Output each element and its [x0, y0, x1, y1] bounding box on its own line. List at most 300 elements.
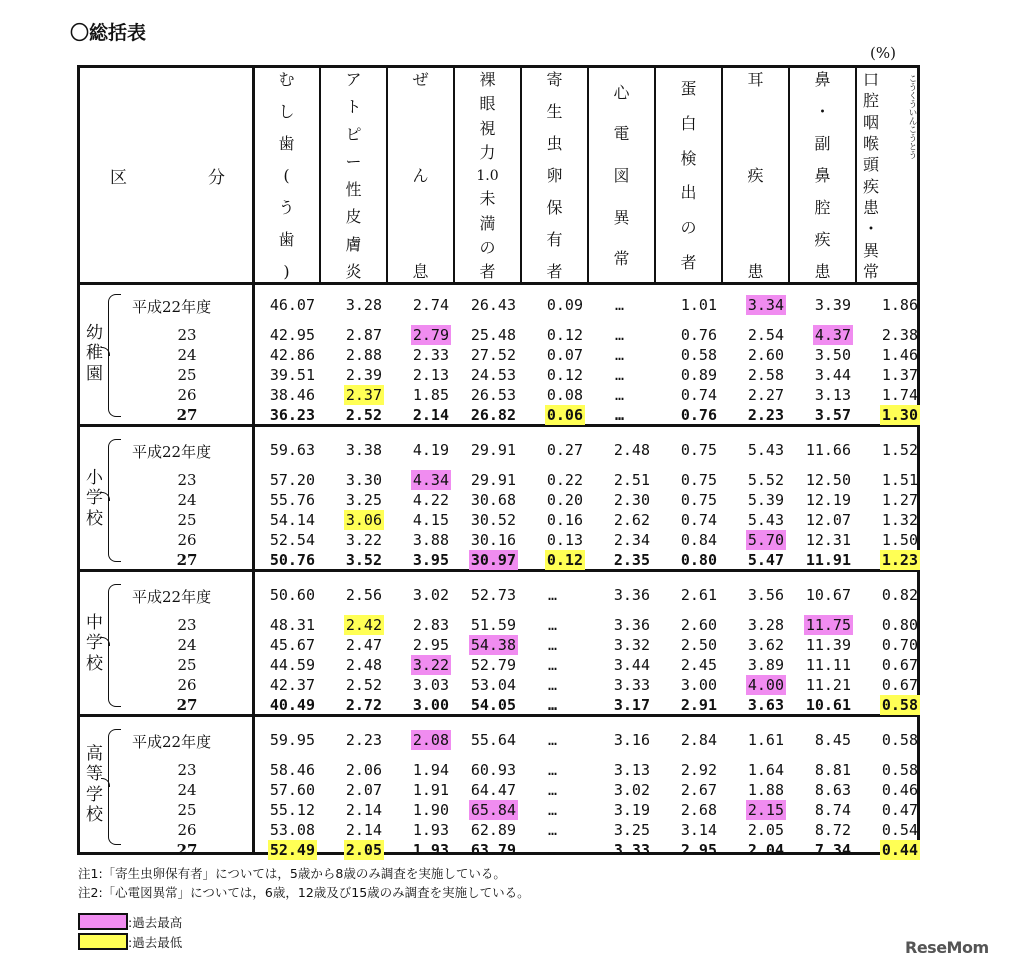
cell-value: 2.34	[613, 531, 650, 549]
table-cell	[788, 656, 855, 674]
cell-value: 2.04	[747, 841, 784, 859]
table-cell	[319, 326, 386, 344]
school-type-char: 幼	[86, 323, 103, 343]
column-header-char: 眼	[479, 94, 496, 114]
cell-value: 2.58	[747, 366, 784, 384]
cell-value: 2.14	[345, 801, 382, 819]
cell-value: 40.49	[269, 696, 315, 714]
cell-value: 2.60	[747, 346, 784, 364]
table-cell	[386, 511, 453, 529]
table-cell	[587, 326, 654, 344]
column-header	[855, 68, 922, 282]
table-cell	[788, 586, 855, 604]
cell-value: 3.50	[814, 346, 851, 364]
cell-value: 2.47	[345, 636, 382, 654]
cell-value: 26.43	[470, 296, 516, 314]
table-cell	[855, 296, 922, 314]
cell-value: 0.75	[680, 491, 717, 509]
cell-value: 1.52	[881, 441, 918, 459]
unit-label: (%)	[870, 44, 896, 62]
column-header-char: 耳	[747, 70, 764, 89]
column-header-char: 息	[412, 262, 429, 281]
table-cell	[721, 326, 788, 344]
cell-value: 8.45	[814, 731, 851, 749]
table-cell	[855, 551, 922, 569]
column-header-char: 患	[747, 262, 764, 281]
column-header-char: 疾	[814, 230, 831, 249]
table-cell	[587, 841, 654, 859]
cell-value-record-high: 5.70	[747, 531, 784, 549]
bracket	[108, 584, 121, 707]
table-cell	[855, 761, 922, 779]
table-cell	[319, 586, 386, 604]
table-cell	[520, 781, 587, 799]
table-cell	[654, 511, 721, 529]
table-cell	[721, 441, 788, 459]
cell-value: 12.50	[805, 471, 851, 489]
table-cell	[252, 471, 319, 489]
cell-value: 3.22	[345, 531, 382, 549]
cell-value: 0.22	[546, 471, 583, 489]
cell-value: 3.25	[345, 491, 382, 509]
cell-value: 55.12	[269, 801, 315, 819]
cell-value-record-high: 2.08	[412, 731, 449, 749]
table-cell	[319, 471, 386, 489]
table-cell	[453, 781, 520, 799]
school-type-char: 小	[86, 468, 103, 488]
table-cell	[788, 296, 855, 314]
cell-value-record-high: 3.22	[412, 656, 449, 674]
table-cell	[386, 586, 453, 604]
cell-value-record-low: 0.06	[546, 406, 583, 424]
table-cell	[855, 406, 922, 424]
cell-value: 1.91	[412, 781, 449, 799]
table-cell	[386, 441, 453, 459]
cell-value: 2.07	[345, 781, 382, 799]
table-cell	[654, 801, 721, 819]
table-cell	[252, 326, 319, 344]
cell-value: 0.27	[546, 441, 583, 459]
table-cell	[453, 471, 520, 489]
cell-value: 3.00	[412, 696, 449, 714]
column-header-char: 炎	[345, 261, 362, 281]
cell-value: 0.80	[881, 616, 918, 634]
table-cell	[252, 296, 319, 314]
kubun-char: 区	[110, 168, 127, 188]
kubun-char: 分	[208, 168, 225, 188]
cell-value: 3.14	[680, 821, 717, 839]
row-label: 24	[177, 636, 197, 654]
column-header-char: 腔	[814, 198, 831, 217]
column-header-char: 蛋	[680, 79, 697, 99]
table-cell	[520, 676, 587, 694]
table-cell	[252, 801, 319, 819]
table-cell	[252, 386, 319, 404]
table-cell	[319, 656, 386, 674]
cell-value: 1.86	[881, 296, 918, 314]
table-cell	[587, 636, 654, 654]
table-cell	[855, 441, 922, 459]
cell-value: 3.62	[747, 636, 784, 654]
row-label: 27	[176, 551, 198, 569]
table-cell	[386, 406, 453, 424]
cell-value: 11.91	[805, 551, 851, 569]
table-cell	[520, 551, 587, 569]
table-cell	[587, 491, 654, 509]
table-cell	[520, 761, 587, 779]
cell-value: 2.14	[412, 406, 449, 424]
cell-value: 0.12	[546, 366, 583, 384]
table-cell	[252, 656, 319, 674]
cell-value: 3.44	[613, 656, 650, 674]
column-header	[252, 68, 319, 282]
cell-value: …	[547, 781, 558, 799]
column-header-char: 歯	[278, 230, 295, 249]
table-cell	[855, 386, 922, 404]
row-label: 26	[177, 531, 197, 549]
table-header	[80, 68, 917, 285]
column-header-char: 有	[546, 230, 563, 249]
table-cell	[721, 841, 788, 859]
legend-swatch-min	[78, 933, 128, 950]
cell-value-record-low: 2.05	[345, 841, 382, 859]
cell-value-record-high: 65.84	[470, 801, 516, 819]
cell-value: 3.25	[613, 821, 650, 839]
table-cell	[386, 696, 453, 714]
cell-value: 1.50	[881, 531, 918, 549]
cell-value: 50.76	[269, 551, 315, 569]
cell-value: …	[614, 326, 625, 344]
column-header-char: 鼻	[814, 166, 831, 185]
cell-value: 3.17	[613, 696, 650, 714]
cell-value: 2.74	[412, 296, 449, 314]
table-cell	[453, 491, 520, 509]
table-cell	[788, 326, 855, 344]
cell-value: 5.39	[747, 491, 784, 509]
cell-value: 2.60	[680, 616, 717, 634]
cell-value: 0.70	[881, 636, 918, 654]
cell-value: 1.32	[881, 511, 918, 529]
row-label: 平成22年度	[132, 443, 212, 461]
cell-value: 24.53	[470, 366, 516, 384]
cell-value: 52.79	[470, 656, 516, 674]
cell-value-record-low: 2.37	[345, 386, 382, 404]
bracket	[108, 729, 121, 845]
cell-value: 12.07	[805, 511, 851, 529]
table-cell	[520, 406, 587, 424]
cell-value-record-low: 1.23	[881, 551, 918, 569]
table-cell	[319, 841, 386, 859]
row-label: 25	[177, 656, 197, 674]
cell-value: 0.89	[680, 366, 717, 384]
cell-value: 27.52	[470, 346, 516, 364]
cell-value: 57.60	[269, 781, 315, 799]
cell-value: 0.16	[546, 511, 583, 529]
cell-value: …	[547, 841, 558, 859]
column-header-char: 検	[680, 148, 697, 168]
cell-value: 2.23	[345, 731, 382, 749]
cell-value: 8.72	[814, 821, 851, 839]
cell-value: 39.51	[269, 366, 315, 384]
table-cell	[654, 386, 721, 404]
table-cell	[654, 636, 721, 654]
column-header-char: 電	[613, 124, 630, 144]
column-header-char: 歯	[278, 134, 295, 153]
cell-value: 25.48	[470, 326, 516, 344]
column-header-char: 保	[546, 198, 563, 217]
cell-value: 2.51	[613, 471, 650, 489]
cell-value: 3.57	[814, 406, 851, 424]
cell-value: …	[547, 696, 558, 714]
table-cell	[721, 551, 788, 569]
footnote-2: 注2:「心電図異常」については，6歳，12歳及び15歳のみ調査を実施している。	[78, 885, 530, 900]
table-cell	[252, 636, 319, 654]
row-label: 24	[177, 781, 197, 799]
table-cell	[855, 346, 922, 364]
cell-value: 3.28	[345, 296, 382, 314]
table-cell	[721, 656, 788, 674]
table-cell	[721, 296, 788, 314]
table-cell	[788, 406, 855, 424]
column-header-char: の	[479, 237, 496, 257]
table-cell	[319, 696, 386, 714]
table-cell	[721, 821, 788, 839]
table-cell	[721, 346, 788, 364]
table-cell	[855, 326, 922, 344]
cell-value: 12.31	[805, 531, 851, 549]
table-cell	[453, 296, 520, 314]
column-header-char: 未	[479, 189, 496, 209]
table-cell	[654, 616, 721, 634]
table-cell	[252, 511, 319, 529]
table-cell	[319, 296, 386, 314]
table-cell	[386, 386, 453, 404]
table-cell	[319, 551, 386, 569]
cell-value: 0.08	[546, 386, 583, 404]
table-cell	[587, 346, 654, 364]
table-cell	[386, 801, 453, 819]
cell-value: 44.59	[269, 656, 315, 674]
table-cell	[319, 511, 386, 529]
cell-value: 0.46	[881, 781, 918, 799]
table-cell	[252, 841, 319, 859]
table-cell	[587, 761, 654, 779]
cell-value: 53.04	[470, 676, 516, 694]
table-cell	[252, 761, 319, 779]
table-cell	[520, 531, 587, 549]
table-cell	[520, 841, 587, 859]
cell-value: …	[614, 296, 625, 314]
table-cell	[587, 471, 654, 489]
cell-value: 2.52	[345, 406, 382, 424]
cell-value: 5.43	[747, 511, 784, 529]
cell-value: 2.35	[613, 551, 650, 569]
cell-value: 2.06	[345, 761, 382, 779]
cell-value: 2.05	[747, 821, 784, 839]
table-cell	[654, 656, 721, 674]
bracket	[108, 294, 121, 417]
cell-value: 3.38	[345, 441, 382, 459]
school-type-char: 校	[86, 508, 103, 529]
column-header-char: 1.0	[476, 168, 499, 184]
column-header-char: 者	[479, 262, 496, 281]
table-cell	[453, 761, 520, 779]
table-cell	[654, 696, 721, 714]
cell-value-record-low: 3.06	[345, 511, 382, 529]
table-cell	[788, 781, 855, 799]
column-header-char: 虫	[546, 134, 563, 153]
cell-value: 2.91	[680, 696, 717, 714]
column-header-char: 膚	[345, 234, 362, 254]
column-header	[453, 68, 520, 282]
column-header-char: 心	[613, 82, 630, 102]
table-section	[80, 572, 917, 717]
cell-value: 63.79	[470, 841, 516, 859]
row-label: 25	[177, 511, 197, 529]
table-cell	[855, 586, 922, 604]
cell-value: 3.88	[412, 531, 449, 549]
table-cell	[788, 441, 855, 459]
column-header-char: 喉	[863, 133, 880, 153]
cell-value: 26.53	[470, 386, 516, 404]
table-cell	[520, 386, 587, 404]
column-header-char: ・	[814, 102, 831, 121]
cell-value: …	[547, 636, 558, 654]
cell-value: 30.52	[470, 511, 516, 529]
table-cell	[587, 386, 654, 404]
table-cell	[855, 676, 922, 694]
table-cell	[453, 366, 520, 384]
footnote-1: 注1:「寄生虫卵保有者」については，5歳から8歳のみ調査を実施している。	[78, 866, 506, 881]
column-header-char: 副	[814, 134, 831, 153]
table-cell	[654, 676, 721, 694]
table-cell	[319, 636, 386, 654]
table-cell	[319, 676, 386, 694]
cell-value: 2.56	[345, 586, 382, 604]
table-cell	[520, 616, 587, 634]
table-section	[80, 427, 917, 572]
table-cell	[453, 531, 520, 549]
row-label: 23	[177, 471, 197, 489]
school-type-char: 校	[86, 805, 103, 826]
table-cell	[721, 406, 788, 424]
table-cell	[587, 696, 654, 714]
column-header-char: ア	[345, 70, 362, 89]
table-section	[80, 717, 918, 859]
table-cell	[855, 656, 922, 674]
table-cell	[453, 821, 520, 839]
row-label: 24	[177, 491, 197, 509]
table-cell	[520, 656, 587, 674]
table-cell	[252, 551, 319, 569]
table-cell	[855, 731, 922, 749]
column-header-char: 腔	[863, 91, 880, 111]
school-type-char: 中	[86, 613, 103, 633]
column-header	[788, 68, 855, 282]
cell-value: 0.75	[680, 441, 717, 459]
table-cell	[788, 841, 855, 859]
cell-value: 1.88	[747, 781, 784, 799]
row-label: 26	[177, 676, 197, 694]
table-cell	[654, 731, 721, 749]
table-cell	[319, 781, 386, 799]
table-cell	[788, 731, 855, 749]
cell-value: 1.37	[881, 366, 918, 384]
table-cell	[855, 531, 922, 549]
table-cell	[721, 511, 788, 529]
table-cell	[520, 636, 587, 654]
cell-value: 30.68	[470, 491, 516, 509]
table-cell	[721, 761, 788, 779]
column-header-char: む	[278, 70, 295, 89]
table-cell	[453, 326, 520, 344]
cell-value: 5.47	[747, 551, 784, 569]
cell-value: 57.20	[269, 471, 315, 489]
cell-value: …	[547, 801, 558, 819]
cell-value: 2.48	[345, 656, 382, 674]
table-cell	[855, 471, 922, 489]
school-type-char: 等	[86, 764, 103, 785]
table-cell	[453, 616, 520, 634]
column-header	[319, 68, 386, 282]
table-cell	[319, 441, 386, 459]
table-cell	[587, 781, 654, 799]
cell-value: 0.09	[546, 296, 583, 314]
table-cell	[520, 731, 587, 749]
table-cell	[654, 346, 721, 364]
cell-value: …	[547, 616, 558, 634]
cell-value: 3.13	[814, 386, 851, 404]
table-cell	[721, 676, 788, 694]
table-cell	[520, 296, 587, 314]
school-type-char: 稚	[86, 343, 103, 364]
table-cell	[587, 731, 654, 749]
table-cell	[252, 821, 319, 839]
cell-value-record-high: 4.34	[412, 471, 449, 489]
cell-value: 2.88	[345, 346, 382, 364]
row-label: 26	[177, 386, 197, 404]
table-cell	[654, 296, 721, 314]
table-cell	[319, 386, 386, 404]
column-header-char: 皮	[345, 207, 362, 227]
cell-value: 0.67	[881, 656, 918, 674]
table-cell	[721, 531, 788, 549]
cell-value: …	[614, 386, 625, 404]
table-cell	[721, 491, 788, 509]
legend-label-min: :過去最低	[128, 935, 183, 950]
school-type-char: 園	[86, 363, 103, 384]
cell-value-record-low: 0.12	[546, 551, 583, 569]
cell-value: 0.07	[546, 346, 583, 364]
cell-value-record-low: 1.30	[881, 406, 918, 424]
table-cell	[453, 801, 520, 819]
table-cell	[453, 551, 520, 569]
cell-value: 2.13	[412, 366, 449, 384]
cell-value: 45.67	[269, 636, 315, 654]
cell-value: 0.80	[680, 551, 717, 569]
table-cell	[520, 511, 587, 529]
cell-value: 59.63	[269, 441, 315, 459]
table-cell	[520, 346, 587, 364]
cell-value: …	[614, 366, 625, 384]
cell-value: 2.92	[680, 761, 717, 779]
cell-value: 2.68	[680, 801, 717, 819]
table-cell	[453, 406, 520, 424]
column-header-char: ー	[345, 152, 362, 172]
table-cell	[587, 441, 654, 459]
cell-value-record-high: 2.15	[747, 801, 784, 819]
cell-value: 0.58	[881, 731, 918, 749]
